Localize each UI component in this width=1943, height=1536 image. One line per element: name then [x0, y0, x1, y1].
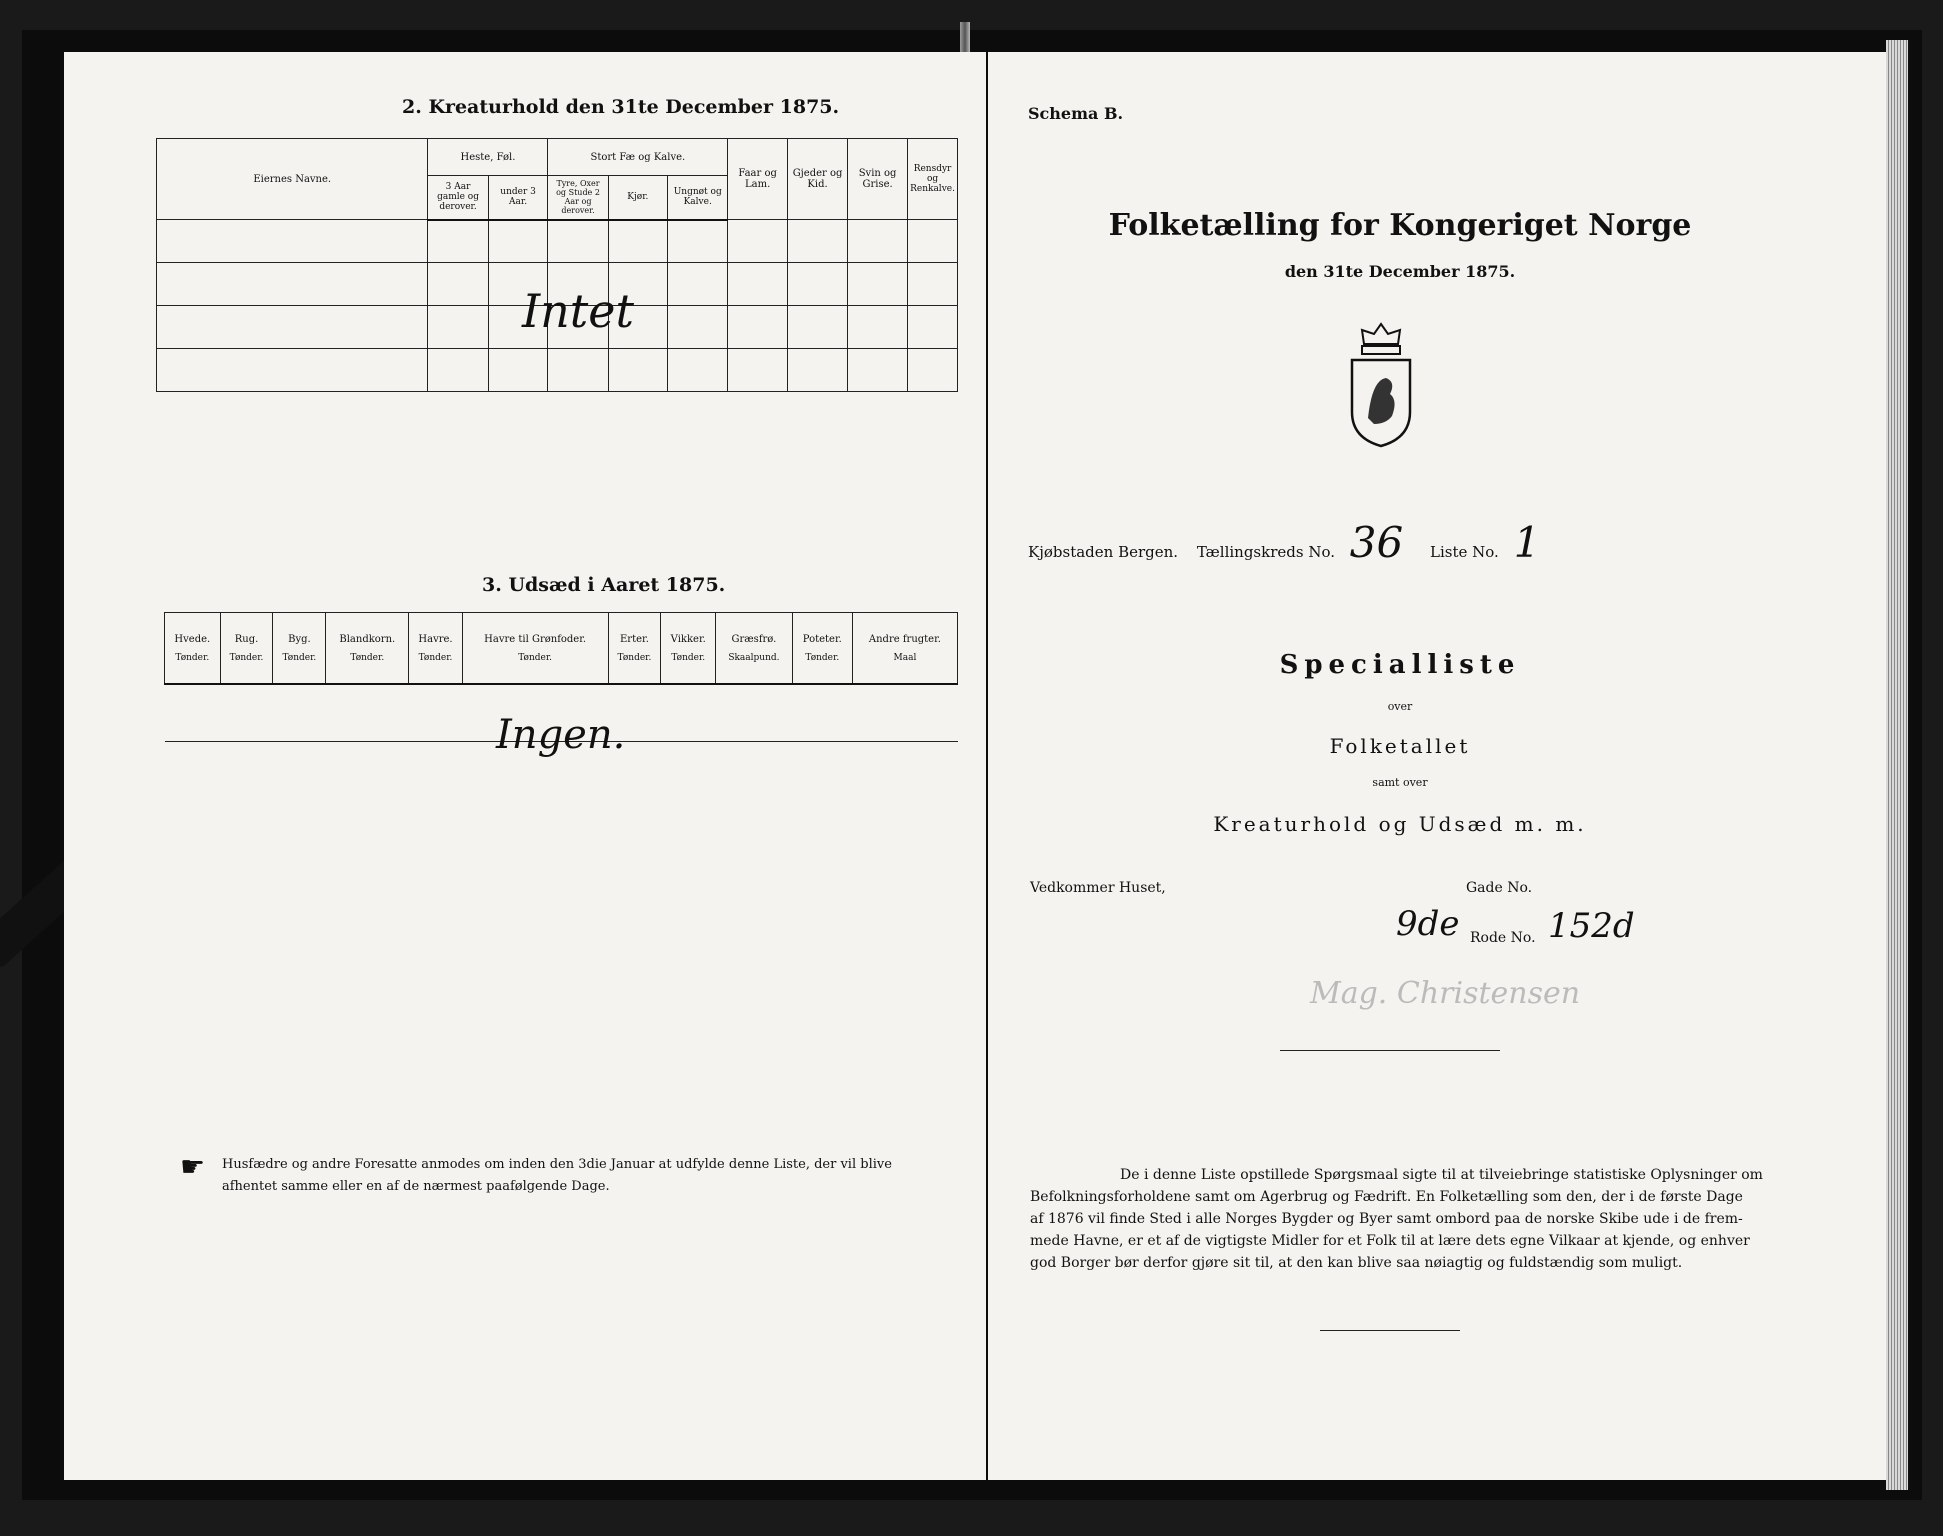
district-no: 36 [1349, 518, 1404, 567]
crop-col-2 [273, 613, 326, 685]
crop-col-9 [792, 613, 852, 685]
page-edges [1886, 40, 1908, 1490]
crop-col-1 [220, 613, 273, 685]
crop-unit: Tønder. [229, 652, 264, 663]
header-stort-a: Tyre, Oxer og Stude 2 Aar og derover. [548, 176, 608, 220]
specialliste-title: Specialliste [1279, 650, 1521, 680]
district-label: Tællingskreds No. [1196, 543, 1335, 561]
crop-unit: Tønder. [418, 652, 453, 663]
para-line1: De i denne Liste opstillede Spørgsmaal sigte til at tilveiebringe statistiske Oplysninger om [1120, 1167, 1763, 1183]
rode-label: Rode No. [1470, 930, 1536, 946]
crop-unit: Tønder. [805, 652, 840, 663]
district-city: Kjøbstaden Bergen. [1028, 543, 1179, 561]
crop-name: Vikker. [670, 633, 706, 645]
schema-label: Schema B. [1028, 104, 1124, 123]
gade-label: Gade No. [1466, 880, 1533, 896]
para-line4: mede Havne, er et af de vigtigste Midler for et Folk til at lære dets egne Vilkaar at kjende, og enhver [1030, 1233, 1750, 1249]
notice-line1: Husfædre og andre Foresatte anmodes om inden den 3die Januar at udfylde denne Liste, der vil blive [222, 1157, 892, 1172]
crop-col-7 [661, 613, 716, 685]
kreatur-title: Kreaturhold og Udsæd m. m. [1213, 812, 1587, 836]
crop-col-6 [608, 613, 661, 685]
liste-label: Liste No. [1430, 543, 1499, 561]
crop-col-3 [326, 613, 409, 685]
crop-col-4 [409, 613, 462, 685]
owner-handwriting: Mag. Christensen [1310, 976, 1581, 1011]
crop-name: Havre. [418, 633, 453, 645]
para-line5: god Borger bør derfor gjøre sit til, at den kan blive saa nøiagtig og fuldstændig som muligt. [1030, 1255, 1683, 1271]
handwriting-intet: Intet [522, 284, 634, 338]
crop-name: Byg. [288, 633, 311, 645]
over-1: over [1387, 700, 1413, 713]
header-stort-b: Kjør. [608, 176, 668, 220]
crop-unit: Maal [893, 652, 917, 663]
para-line3: af 1876 vil finde Sted i alle Norges Bygder og Byer samt ombord paa de norske Skibe ude i de frem- [1030, 1211, 1743, 1227]
crop-unit: Tønder. [282, 652, 317, 663]
crop-name: Andre frugter. [868, 633, 941, 645]
crop-name: Erter. [620, 633, 649, 645]
header-gjeder: Gjeder og Kid. [788, 139, 848, 220]
main-title: Folketælling for Kongeriget Norge [1108, 208, 1692, 243]
header-heste-b: under 3 Aar. [488, 176, 548, 220]
census-date: den 31te December 1875. [1284, 262, 1516, 281]
crop-unit: Tønder. [671, 652, 706, 663]
liste-no: 1 [1513, 518, 1541, 567]
header-rensdyr: Rensdyr og Renkalve. [908, 139, 958, 220]
crop-name: Poteter. [802, 633, 842, 645]
header-svin: Svin og Grise. [848, 139, 908, 220]
vedkommer-label: Vedkommer Huset, [1030, 880, 1166, 896]
rode-handwriting: 9de [1396, 904, 1460, 944]
notice-text [222, 1154, 942, 1198]
header-heste-a: 3 Aar gamle og derover. [428, 176, 488, 220]
rode-no: 152d [1548, 906, 1635, 946]
section3-title: 3. Udsæd i Aaret 1875. [482, 574, 726, 596]
crop-name: Havre til Grønfoder. [484, 633, 587, 645]
closing-line [1320, 1330, 1460, 1331]
crop-name: Blandkorn. [339, 633, 396, 645]
info-paragraph [1030, 1164, 1830, 1274]
crop-unit: Skaalpund. [728, 652, 780, 663]
handwriting-ingen: Ingen. [496, 712, 626, 758]
crop-unit: Tønder. [175, 652, 210, 663]
header-stort-c: Ungnøt og Kalve. [668, 176, 728, 220]
coat-of-arms-icon [1346, 320, 1416, 450]
notice-line2: afhentet samme eller en af de nærmest paafølgende Dage. [222, 1179, 610, 1194]
pointing-hand-icon: ☛ [180, 1150, 206, 1183]
crop-name: Rug. [234, 633, 259, 645]
folketallet: Folketallet [1329, 734, 1471, 758]
crop-col-10 [852, 613, 957, 685]
crop-col-8 [716, 613, 793, 685]
header-heste: Heste, Føl. [428, 139, 548, 176]
livestock-table [156, 138, 958, 392]
crop-name: Hvede. [174, 633, 211, 645]
crop-name: Græsfrø. [731, 633, 777, 645]
samt-over: samt over [1372, 776, 1428, 789]
crop-unit: Tønder. [518, 652, 553, 663]
crop-unit: Tønder. [350, 652, 385, 663]
header-eiernes: Eiernes Navne. [157, 139, 428, 220]
header-faar: Faar og Lam. [728, 139, 788, 220]
header-stortfae: Stort Fæ og Kalve. [548, 139, 728, 176]
para-line2: Befolkningsforholdene samt om Agerbrug og Fædrift. En Folketælling som den, der i de første Dage [1030, 1189, 1743, 1205]
section2-title: 2. Kreaturhold den 31te December 1875. [402, 96, 840, 118]
crop-col-0 [165, 613, 221, 685]
district-line [1028, 518, 1540, 567]
crop-unit: Tønder. [617, 652, 652, 663]
signature-line [1280, 1050, 1500, 1051]
crop-col-5 [462, 613, 608, 685]
